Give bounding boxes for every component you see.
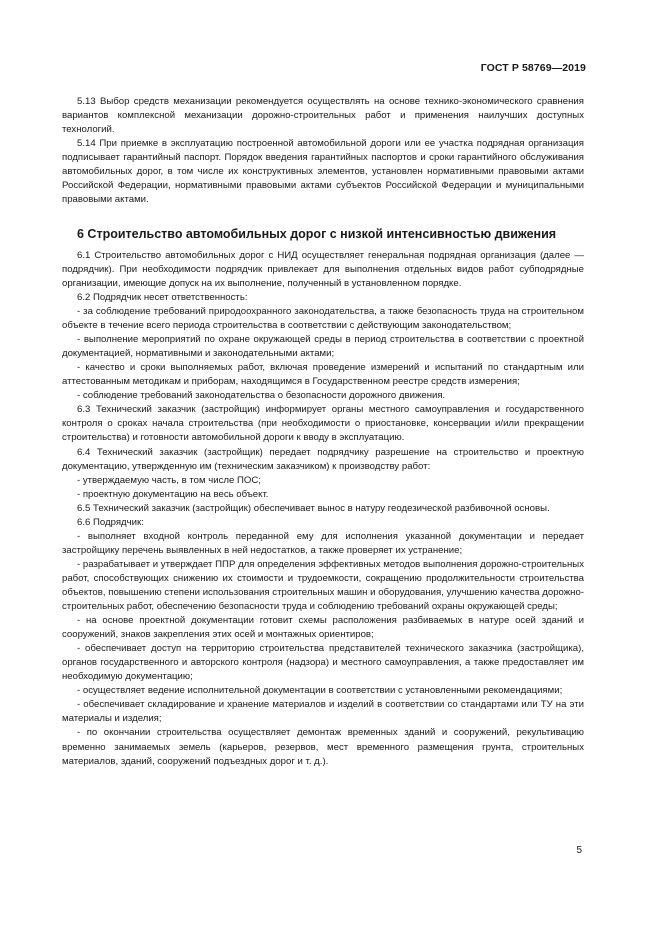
page-number: 5	[576, 845, 582, 856]
list-item: - за соблюдение требований природоохранного законодательства, а также безопасность труда на строительном объекте в течение всего периода строительства в соответствии с действующим законодательством;	[62, 306, 584, 332]
list-item: - выполнение мероприятий по охране окружающей среды в период строительства в соответствии с проектной документацией, нормативными и законодательными актами;	[62, 334, 584, 360]
list-item: - по окончании строительства осуществляет демонтаж временных зданий и сооружений, рекультивацию временно занимаемых земель (карьеров, резервов, мест временного размещения грунта, строительных материалов, зданий, сооружений подъездных дорог и т. д.).	[62, 727, 584, 767]
list-item: - обеспечивает складирование и хранение материалов и изделий в соответствии со стандартами или ТУ на эти материалы и изделия;	[62, 699, 584, 725]
list-item: - осуществляет ведение исполнительной документации в соответствии с установленными рекомендациями;	[77, 685, 563, 697]
list-item: - разрабатывает и утверждает ППР для определения эффективных методов выполнения дорожно-строительных работ, способствующих снижению их стоимости и трудоемкости, сокращению продолжительности строительства объектов, повышению степени использования строительных машин и оборудования, улучшению качества дорожно-строительных работ, обеспечению безопасности труда и соблюдению требований охраны окружающей среды;	[62, 558, 584, 613]
paragraph-5-14: 5.14 При приемке в эксплуатацию построенной автомобильной дороги или ее участка подрядная организация подписывает гарантийный паспорт. Порядок введения гарантийных паспортов и сроки гарантийного обслуживания автомобильных дорог, в том числе их конструктивных элементов, установлен нормативными правовыми актами Российской Федерации, нормативными правовыми актами субъектов Российской Федерации и муниципальными правовыми актами.	[62, 138, 584, 206]
list-item: - соблюдение требований законодательства о безопасности дорожного движения.	[77, 390, 446, 402]
list-item: - утверждаемую часть, в том числе ПОС;	[77, 474, 261, 486]
page-content	[62, 95, 584, 769]
paragraph-6-2: 6.2 Подрядчик несет ответственность:	[77, 292, 248, 304]
list-item: - проектную документацию на весь объект.	[77, 488, 269, 500]
section-6-title: 6 Строительство автомобильных дорог с низкой интенсивностью движения	[77, 227, 557, 242]
paragraph-6-4: 6.4 Технический заказчик (застройщик) передает подрядчику разрешение на строительство и проектную документацию, утвержденную им (техническим заказчиком) к производству работ:	[62, 446, 584, 472]
paragraph-6-3: 6.3 Технический заказчик (застройщик) информирует органы местного самоуправления и государственного контроля о сроках начала строительства (при необходимости о приостановке, консервации и/или прекращении строительства) и готовности автомобильной дороги к вводу в эксплуатацию.	[62, 404, 584, 444]
list-item: - обеспечивает доступ на территорию строительства представителей технического заказчика (застройщика), органов государственного и авторского контроля (надзора) и местного самоуправления, а также предоставляет им необходимую документацию;	[62, 643, 584, 683]
paragraph-5-13: 5.13 Выбор средств механизации рекомендуется осуществлять на основе технико-экономического сравнения вариантов комплексной механизации дорожно-строительных работ и применения наилучших доступных технологий.	[62, 96, 584, 136]
list-item: - качество и сроки выполняемых работ, включая проведение измерений и испытаний по стандартным или аттестованным методикам и приборам, находящимся в Государственном реестре средств измерения;	[62, 362, 584, 388]
list-item: - выполняет входной контроль переданной ему для исполнения указанной документации и передает застройщику перечень выявленных в ней недостатков, а также проверяет их устранение;	[62, 530, 584, 556]
document-code: ГОСТ Р 58769—2019	[480, 62, 586, 74]
paragraph-6-6: 6.6 Подрядчик:	[77, 516, 144, 528]
list-item: - на основе проектной документации готовит схемы расположения разбиваемых в натуре осей зданий и сооружений, знаков закрепления этих осей и монтажных ориентиров;	[62, 615, 584, 641]
paragraph-6-5: 6.5 Технический заказчик (застройщик) обеспечивает вынос в натуру геодезической разбивочной основы.	[77, 502, 550, 514]
paragraph-6-1: 6.1 Строительство автомобильных дорог с НИД осуществляет генеральная подрядная организация (далее — подрядчик). При необходимости подрядчик привлекает для выполнения отдельных видов работ субподрядные организации, имеющие допуск на их выполнение, полученный в установленном порядке.	[62, 249, 584, 289]
